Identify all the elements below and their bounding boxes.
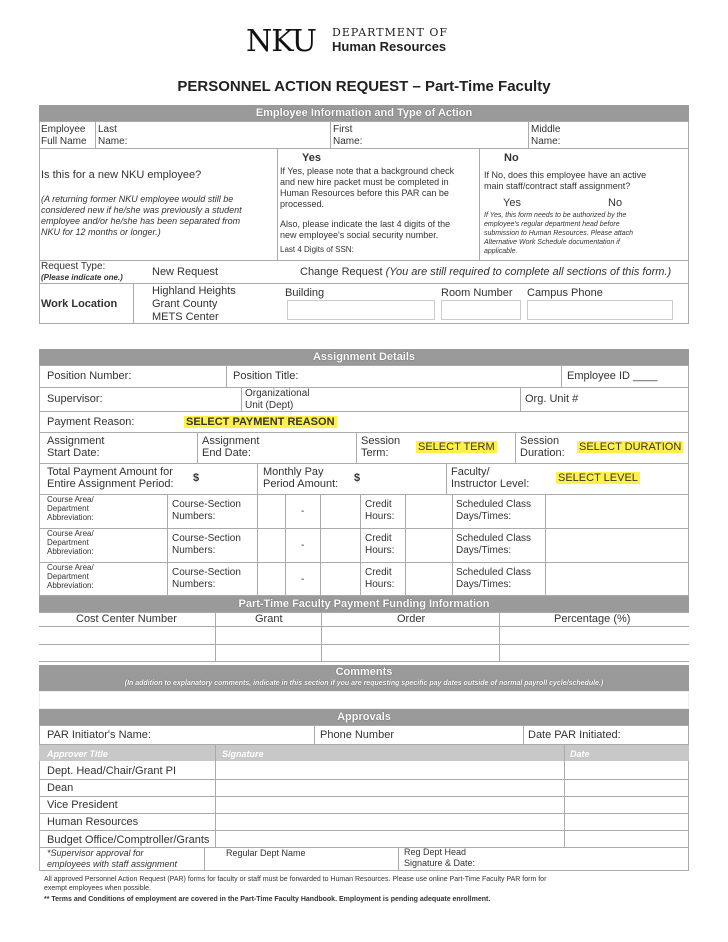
- monthly-pay-field[interactable]: Monthly Pay Period Amount:: [263, 466, 339, 490]
- org-unit-dept-field[interactable]: Organizational Unit (Dept): [245, 388, 310, 411]
- new-employee-question: Is this for a new NKU employee?: [41, 169, 202, 181]
- percentage-header: Percentage (%): [554, 613, 631, 625]
- division-label: Human Resources: [332, 39, 447, 54]
- work-location-label: Work Location: [41, 298, 118, 310]
- campus-phone-input[interactable]: [527, 300, 673, 320]
- date-initiated-field[interactable]: Date PAR Initiated:: [528, 729, 621, 741]
- payment-reason-select[interactable]: SELECT PAYMENT REASON: [186, 416, 335, 428]
- date-header: Date: [570, 749, 590, 759]
- no-question: If No, does this employee have an active main staff/contract staff assignment?: [484, 170, 647, 191]
- session-duration-select[interactable]: SELECT DURATION: [579, 441, 682, 453]
- session-term-select[interactable]: SELECT TERM: [418, 441, 495, 453]
- new-employee-note: (A returning former NKU employee would still be considered new if he/she was previously a student employee and/or he/she has been separated from NKU for 12 months or longer.): [41, 194, 242, 237]
- par-initiator-field[interactable]: PAR Initiator's Name:: [47, 729, 151, 741]
- approver-budget-office: Budget Office/Comptroller/Grants: [47, 834, 210, 846]
- regular-dept-head-signature[interactable]: Reg Dept Head Signature & Date:: [404, 847, 476, 868]
- last-name-field[interactable]: Last Name:: [98, 124, 128, 147]
- request-type-label: Request Type:: [41, 261, 106, 272]
- payment-reason-label: Payment Reason:: [47, 416, 135, 428]
- ssn-instructions: Also, please indicate the last 4 digits of the new employee's social security number.: [280, 219, 451, 240]
- supervisor-field[interactable]: Supervisor:: [47, 393, 103, 405]
- no-yes-option[interactable]: Yes: [503, 197, 521, 209]
- approver-title-header: Approver Title: [47, 749, 108, 759]
- approver-vice-president: Vice President: [47, 799, 118, 811]
- approvals-section-bar: Approvals: [39, 709, 689, 725]
- comments-title: Comments: [335, 666, 393, 678]
- comments-textarea[interactable]: [39, 691, 689, 709]
- comments-section-bar: [39, 665, 689, 691]
- no-note: If Yes, this form needs to be authorized by the employee's regular department head before submission to Human Resources. Please attach Alternative Work Schedule documentation if applicable.: [484, 212, 634, 255]
- session-duration-label: Session Duration:: [520, 435, 565, 459]
- room-label: Room Number: [441, 287, 513, 299]
- footer-terms: ** Terms and Conditions of employment are covered in the Part-Time Faculty Handbook. Employment is pending adequate enrollment.: [44, 896, 491, 903]
- assignment-section-bar: Assignment Details: [39, 349, 689, 365]
- building-label: Building: [285, 287, 325, 299]
- page-title: PERSONNEL ACTION REQUEST – Part-Time Faculty: [177, 78, 551, 95]
- ssn-field[interactable]: Last 4 Digits of SSN:: [280, 245, 354, 254]
- building-input[interactable]: [287, 300, 435, 320]
- campus-phone-label: Campus Phone: [527, 287, 603, 299]
- instructor-level-label: Faculty/ Instructor Level:: [451, 466, 530, 490]
- order-header: Order: [397, 613, 426, 625]
- supervisor-approval-note: *Supervisor approval for employees with staff assignment: [47, 848, 178, 869]
- yes-instructions: If Yes, please note that a background check and new hire packet must be completed in Human Resources before this PAR can be processed.: [280, 166, 455, 209]
- footer-note: All approved Personnel Action Request (PAR) forms for faculty or staff must be forwarded to Human Resources. Please use online Part-Time Faculty PAR form for exempt employees when possible.: [44, 876, 547, 892]
- signature-header: Signature: [222, 749, 264, 759]
- department-label: DEPARTMENT OF: [332, 26, 449, 39]
- total-payment-field[interactable]: Total Payment Amount for Entire Assignment Period:: [47, 466, 174, 490]
- no-no-option[interactable]: No: [608, 197, 623, 209]
- new-request-option[interactable]: New Request: [152, 266, 219, 278]
- session-term-label: Session Term:: [361, 435, 401, 459]
- position-title-field[interactable]: Position Title:: [233, 370, 299, 382]
- employee-section-bar: Employee Information and Type of Action: [39, 105, 689, 121]
- location-options[interactable]: Highland Heights Grant County METS Center: [152, 285, 236, 323]
- cost-center-header: Cost Center Number: [76, 613, 177, 625]
- grant-header: Grant: [255, 613, 283, 625]
- first-name-field[interactable]: First Name:: [333, 124, 363, 147]
- regular-dept-name-field[interactable]: Regular Dept Name: [226, 848, 306, 858]
- change-request-option[interactable]: Change Request (You are still required to complete all sections of this form.): [300, 266, 672, 278]
- start-date-field[interactable]: Assignment Start Date:: [47, 435, 105, 459]
- employee-label: Employee Full Name: [41, 124, 87, 147]
- approver-human-resources: Human Resources: [47, 816, 139, 828]
- org-unit-number-field[interactable]: Org. Unit #: [525, 393, 579, 405]
- total-dollar-sign: $: [193, 472, 200, 484]
- comments-note: (In addition to explanatory comments, indicate in this section if you are requesting specific pay dates outside of normal payroll cycle/schedule.): [124, 680, 604, 687]
- approver-dean: Dean: [47, 782, 74, 794]
- logo-mark: NKU: [246, 24, 316, 59]
- position-number-field[interactable]: Position Number:: [47, 370, 132, 382]
- instructor-level-select[interactable]: SELECT LEVEL: [558, 472, 638, 484]
- employee-id-field[interactable]: Employee ID ____: [567, 370, 658, 382]
- end-date-field[interactable]: Assignment End Date:: [202, 435, 260, 459]
- yes-option[interactable]: Yes: [302, 152, 321, 164]
- funding-section-bar: Part-Time Faculty Payment Funding Information: [39, 596, 689, 612]
- room-input[interactable]: [441, 300, 521, 320]
- approver-dept-head: Dept. Head/Chair/Grant PI: [47, 765, 177, 777]
- no-option[interactable]: No: [504, 152, 519, 164]
- initiator-phone-field[interactable]: Phone Number: [320, 729, 394, 741]
- request-type-note: (Please indicate one.): [41, 273, 123, 282]
- monthly-dollar-sign: $: [354, 472, 361, 484]
- middle-name-field[interactable]: Middle Name:: [531, 124, 561, 147]
